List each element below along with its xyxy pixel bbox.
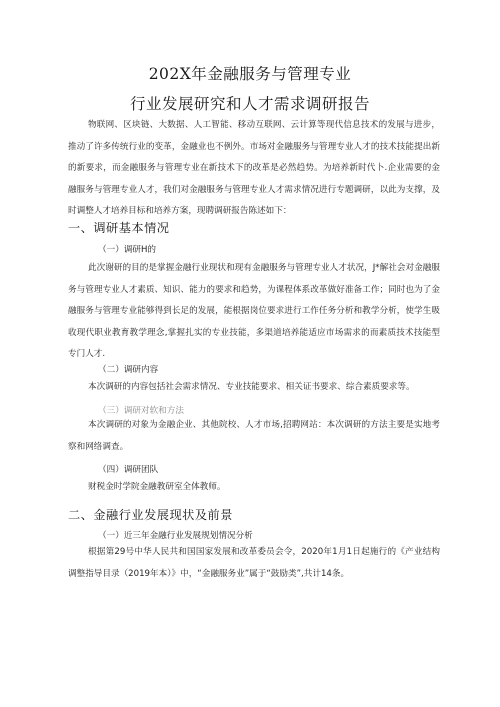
section-1-heading: 一、调研基本情况 <box>68 221 170 235</box>
section-1-1-paragraph: 此次谢研的目的是掌握金融行业现状和现有金融服务与管理专业人才状况，J*解社会对金融服务与管理专业人才素质、知识、能力的要求和趋势，为课程体系改革做好准备工作；同时也为了金融服务与管理专业能够得到长足的发展，能根据岗位要求进行工作任务分析和教学分析，使学生吸收现代职业教育教学理念,掌握扎实的专业技能，多渠道培养能适应市场需求的而素质技术技能型专门人才. <box>68 263 440 359</box>
section-1-2-paragraph: 本次调研的内容包括社会需求情况、专业技能要求、相关证书要求、综合素质要求等。 <box>88 382 415 392</box>
section-2-1-paragraph: 根据第29号中华人民共和国国家发展和改革委员会令，2020年1月1日起施行的《产业结构调整指导目录（2019年本）》中，“金融服务业”属于“鼓励类”,共计14条。 <box>68 547 440 579</box>
section-1-4-heading: （四）调研团队 <box>98 465 159 475</box>
document-title-line-1: 202X年金融服务与管理专业 <box>148 65 352 83</box>
section-1-1-heading: （一）调研H的 <box>98 245 157 255</box>
section-1-4-paragraph: 财税金时学院金融教研室全体教师。 <box>88 482 226 492</box>
intro-paragraph: 物联网、区块链、大数据、人工智能、移动互联网、云计算等现代信息技术的发展与进步，推动了许多传统行业的变革，金融业也不例外。市场对金融服务与管理专业人才的技术技能提出新的新要求，而金融服务与管理专业在新技术下的改革是必然趋势。为培养新时代卜.企业需要的金融服务与管理专业人才，我们对金融服务与管理专业人才需求情况进行专题调研，以此为支撑，及时调整人才培养目标和培养方案，现聘调研报告陈述如下： <box>68 120 440 216</box>
section-1-3-paragraph: 本次调研的对象为金融企业、其他院校、人才市场,招聘网站：本次调研的方法主要是实地考察和网络调查。 <box>68 420 440 452</box>
document-title-line-2: 行业发展研究和人才需求调研报告 <box>129 95 370 113</box>
section-1-3-heading: （三）调研对软和方法 <box>98 406 184 416</box>
section-1-2-heading: （二）调研内容 <box>98 365 159 375</box>
section-2-1-heading: （一）近三年金融行业发展规划情况分析 <box>98 531 253 541</box>
section-2-heading: 二、金融行业发展现状及前景 <box>68 508 233 522</box>
